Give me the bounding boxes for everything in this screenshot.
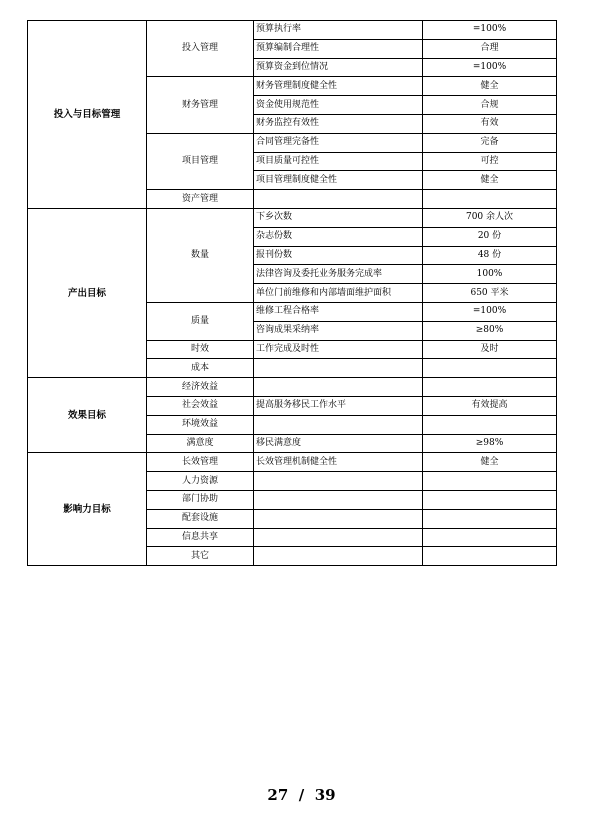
indicator-cell: 资金使用规范性 (254, 96, 423, 115)
current-page: 27 (267, 786, 289, 804)
subcategory-cell: 其它 (147, 547, 254, 566)
target-value-cell (423, 528, 557, 547)
indicator-cell: 预算执行率 (254, 21, 423, 40)
indicator-cell: 项目管理制度健全性 (254, 171, 423, 190)
target-value-cell: ≥80% (423, 321, 557, 340)
indicator-cell: 预算资金到位情况 (254, 58, 423, 77)
page-separator: / (298, 786, 305, 804)
indicator-cell: 长效管理机制健全性 (254, 453, 423, 472)
table-row (28, 378, 557, 397)
indicator-cell: 合同管理完备性 (254, 133, 423, 152)
target-value-cell (423, 472, 557, 491)
category-cell: 产出目标 (28, 208, 147, 377)
target-value-cell: 650 平米 (423, 284, 557, 303)
target-value-cell: =100% (423, 302, 557, 321)
indicator-cell: 预算编制合理性 (254, 39, 423, 58)
total-pages: 39 (314, 786, 336, 804)
target-value-cell: 合规 (423, 96, 557, 115)
target-value-cell: =100% (423, 21, 557, 40)
target-value-cell (423, 378, 557, 397)
subcategory-cell: 数量 (147, 208, 254, 302)
target-value-cell (423, 190, 557, 209)
indicator-cell (254, 472, 423, 491)
indicator-cell (254, 528, 423, 547)
indicator-cell: 报刊份数 (254, 246, 423, 265)
table-row (28, 453, 557, 472)
subcategory-cell: 社会效益 (147, 396, 254, 415)
indicator-cell (254, 415, 423, 434)
target-value-cell: =100% (423, 58, 557, 77)
indicator-cell: 杂志份数 (254, 227, 423, 246)
target-value-cell (423, 509, 557, 528)
target-value-cell: 有效 (423, 114, 557, 133)
performance-indicator-table (27, 20, 557, 566)
subcategory-cell: 成本 (147, 359, 254, 378)
indicator-cell: 提高服务移民工作水平 (254, 396, 423, 415)
target-value-cell: 健全 (423, 77, 557, 96)
category-cell: 投入与目标管理 (28, 21, 147, 209)
category-cell: 影响力目标 (28, 453, 147, 566)
table-row (28, 208, 557, 227)
target-value-cell: 100% (423, 265, 557, 284)
target-value-cell: 健全 (423, 453, 557, 472)
target-value-cell (423, 359, 557, 378)
page-number (0, 786, 603, 804)
subcategory-cell: 项目管理 (147, 133, 254, 189)
indicator-cell (254, 547, 423, 566)
subcategory-cell: 财务管理 (147, 77, 254, 133)
target-value-cell: 可控 (423, 152, 557, 171)
indicator-cell (254, 490, 423, 509)
target-value-cell: 健全 (423, 171, 557, 190)
subcategory-cell: 配套设施 (147, 509, 254, 528)
target-value-cell: 20 份 (423, 227, 557, 246)
subcategory-cell: 环境效益 (147, 415, 254, 434)
indicator-cell: 财务管理制度健全性 (254, 77, 423, 96)
target-value-cell: 48 份 (423, 246, 557, 265)
target-value-cell: 700 余人次 (423, 208, 557, 227)
table-row (28, 21, 557, 40)
subcategory-cell: 质量 (147, 302, 254, 340)
subcategory-cell: 经济效益 (147, 378, 254, 397)
target-value-cell (423, 547, 557, 566)
indicator-cell: 维修工程合格率 (254, 302, 423, 321)
indicator-cell: 财务监控有效性 (254, 114, 423, 133)
category-cell: 效果目标 (28, 378, 147, 453)
subcategory-cell: 部门协助 (147, 490, 254, 509)
target-value-cell: 有效提高 (423, 396, 557, 415)
indicator-cell: 咨询成果采纳率 (254, 321, 423, 340)
target-value-cell (423, 490, 557, 509)
subcategory-cell: 人力资源 (147, 472, 254, 491)
target-value-cell: 完备 (423, 133, 557, 152)
indicator-cell: 工作完成及时性 (254, 340, 423, 359)
subcategory-cell: 投入管理 (147, 21, 254, 77)
indicator-cell: 项目质量可控性 (254, 152, 423, 171)
target-value-cell (423, 415, 557, 434)
target-value-cell: ≥98% (423, 434, 557, 453)
indicator-cell (254, 359, 423, 378)
subcategory-cell: 资产管理 (147, 190, 254, 209)
indicator-cell (254, 509, 423, 528)
indicator-cell: 法律咨询及委托业务服务完成率 (254, 265, 423, 284)
indicator-cell (254, 190, 423, 209)
subcategory-cell: 信息共享 (147, 528, 254, 547)
indicator-cell: 下乡次数 (254, 208, 423, 227)
indicator-cell (254, 378, 423, 397)
indicator-cell: 单位门前维修和内部墙面维护面积 (254, 284, 423, 303)
subcategory-cell: 时效 (147, 340, 254, 359)
target-value-cell: 及时 (423, 340, 557, 359)
indicator-cell: 移民满意度 (254, 434, 423, 453)
subcategory-cell: 满意度 (147, 434, 254, 453)
subcategory-cell: 长效管理 (147, 453, 254, 472)
target-value-cell: 合理 (423, 39, 557, 58)
